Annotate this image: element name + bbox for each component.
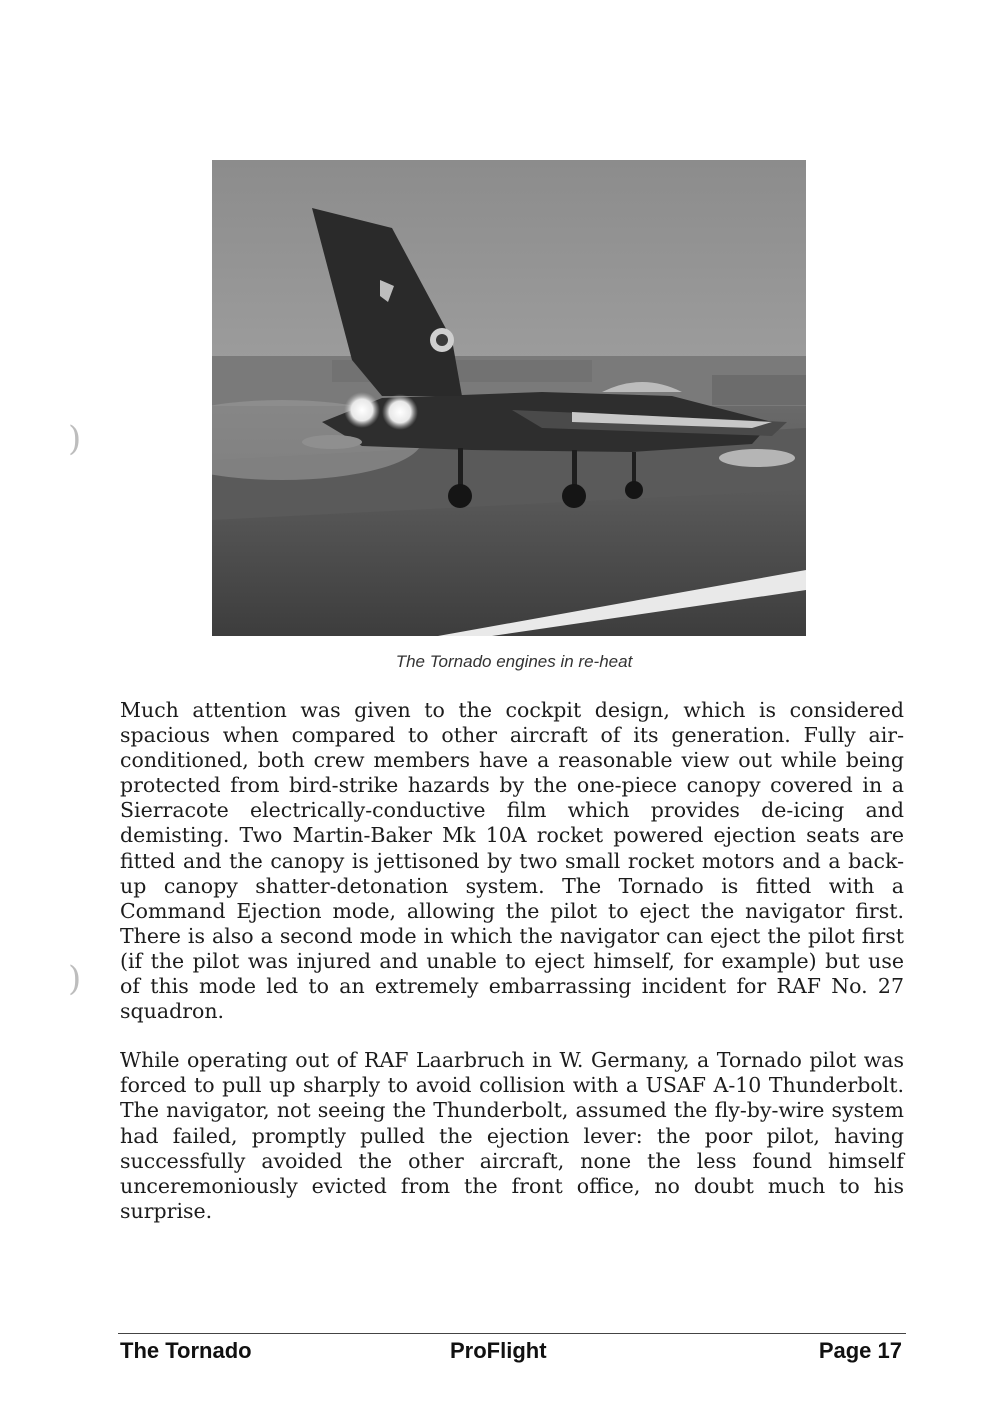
punch-hole-mark: ): [68, 959, 82, 999]
photo-caption: The Tornado engines in re-heat: [395, 652, 633, 671]
page-footer: [120, 1338, 904, 1370]
page-number: Page 17: [818, 1338, 902, 1363]
article-body: [120, 698, 904, 1248]
punch-hole-mark: ): [68, 419, 82, 459]
footer-title: The Tornado: [120, 1338, 252, 1363]
paragraph: While operating out of RAF Laarbruch in W. Germany, a Tornado pilot was forced to pull up sharply to avoid collision with a USAF A-10 Thunderbolt. The navigator, not seeing the Thunderbolt, assumed the fly-by-wire system had failed, promptly pulled the ejection lever: the poor pilot, having successfully avoided the other aircraft, none the less found himself unceremoniously evicted from the front office, no doubt much to his surprise.: [120, 1048, 904, 1223]
aircraft-photo: [212, 160, 806, 636]
footer-divider: [118, 1333, 906, 1334]
paragraph: Much attention was given to the cockpit design, which is considered spacious when compared to other aircraft of its generation. Fully air-conditioned, both crew members have a reasonable view out while being protected from bird-strike hazards by the one-piece canopy covered in a Sierracote electrically-conductive film which provides de-icing and demisting. Two Martin-Baker Mk 10A rocket powered ejection seats are fitted and the canopy is jettisoned by two small rocket motors and a back-up canopy shatter-detonation system. The Tornado is fitted with a Command Ejection mode, allowing the pilot to eject the navigator first. There is also a second mode in which the navigator can eject the pilot first (if the pilot was injured and unable to eject himself, for example) but use of this mode led to an extremely embarrassing incident for RAF No. 27 squadron.: [120, 698, 904, 1024]
footer-publication: ProFlight: [450, 1338, 547, 1363]
